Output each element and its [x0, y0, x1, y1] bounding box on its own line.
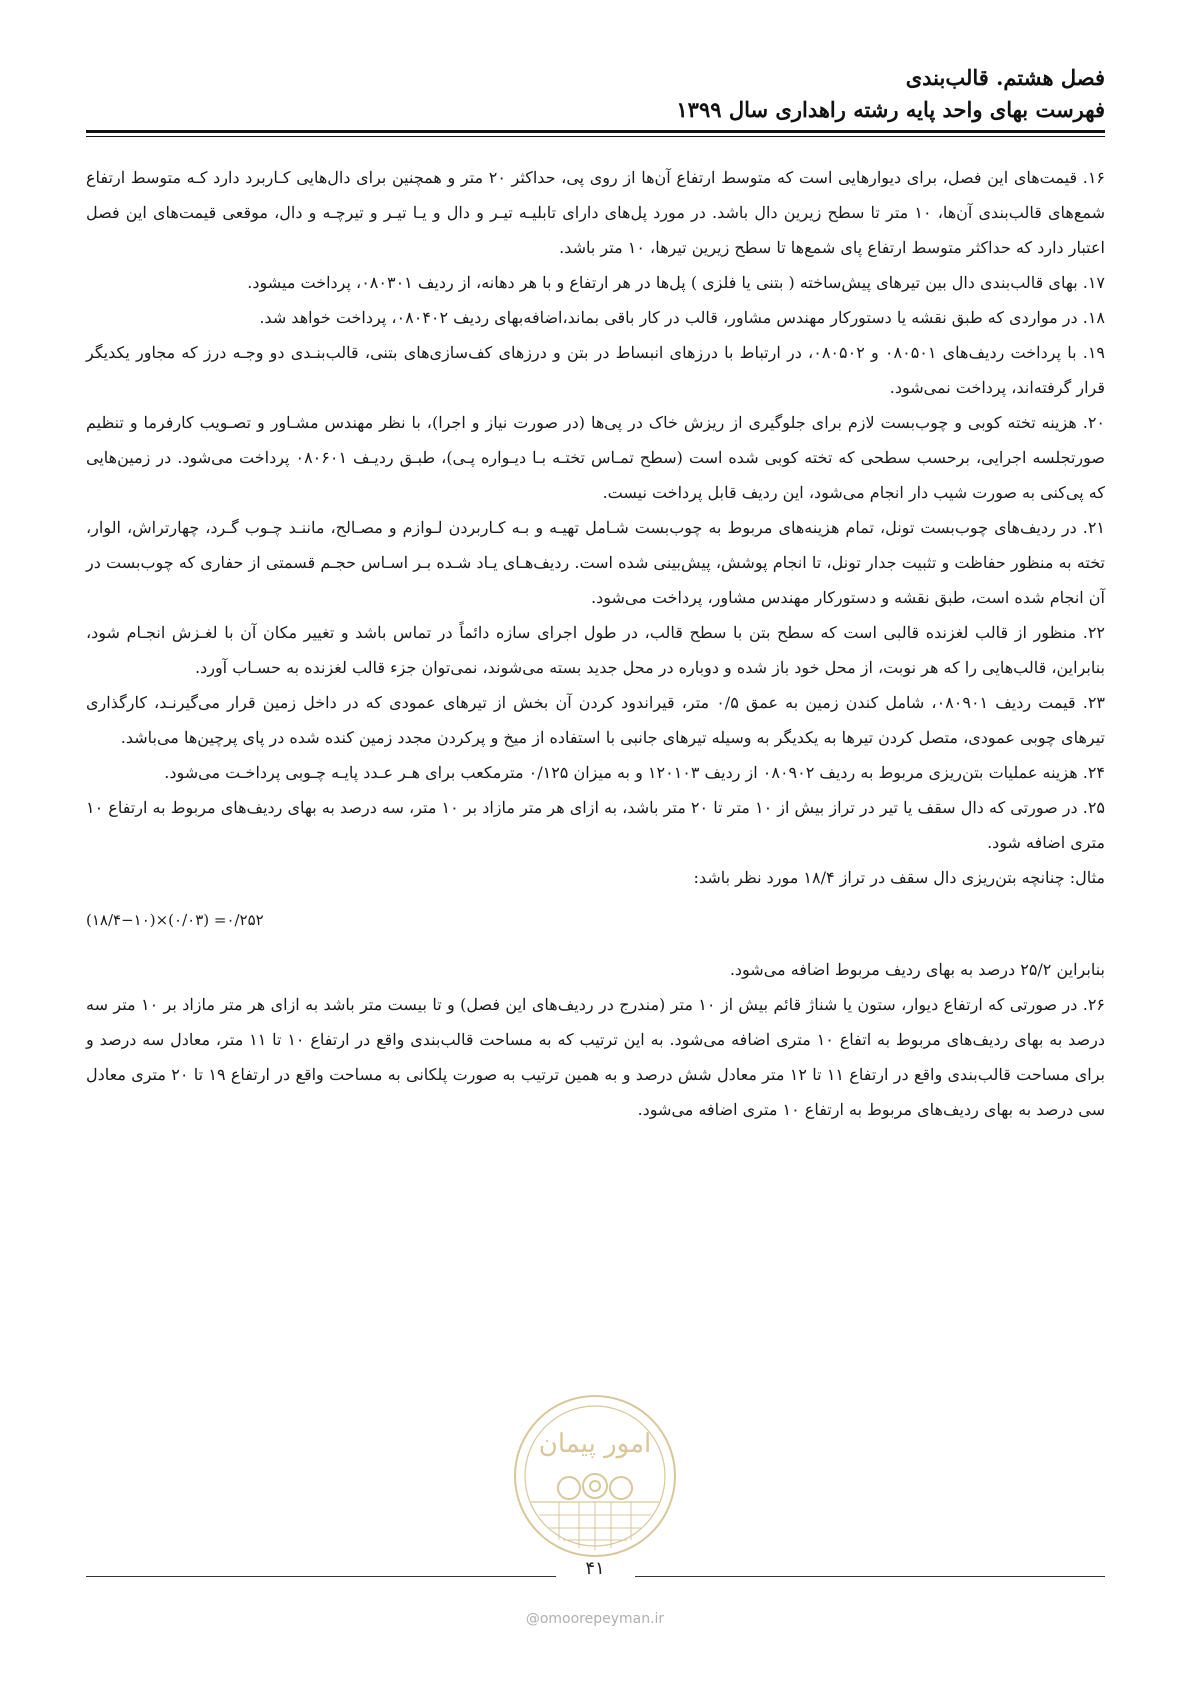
paragraph-21: ۲۱. در ردیف‌های چوب‌بست تونل، تمام هزینه‌های مربوط به چوب‌بست شـامل تهیـه و بـه کـاربردن لـوازم و مصـالح، ماننـد چـوب گـرد، چهارتراش، الوار، تخته به منظور حفاظت و تثبیت جدار تونل، تا انجام پوشش، پیش‌بینی شده است. ردیف‌هـای یـاد شـده بـر اسـاس حجـم قسمتی از حفاری که چوب‌بست در آن انجام شده است، طبق نقشه و دستورکار مهندس مشاور، پرداخت می‌شود.	[86, 518, 1105, 607]
example-intro: مثال: چنانچه بتن‌ریزی دال سقف در تراز ۱۸/۴ مورد نظر باشد:	[693, 868, 1105, 887]
paragraph-22: ۲۲. منظور از قالب لغزنده قالبی است که سطح بتن با سطح قالب، در طول اجرای سازه دائماً در تماس باشد و تغییر مکان آن با لغـزش انجـام شود، بنابراین، قالب‌هایی را که هر نوبت، از محل خود باز شده و دوباره در محل جدید بسته می‌شوند، نمی‌توان جزء قالب لغزنده به حسـاب آورد.	[86, 623, 1105, 677]
paragraph-19: ۱۹. با پرداخت ردیف‌های ۰۸۰۵۰۱ و ۰۸۰۵۰۲، در ارتباط با درزهای انبساط در بتن و درزهای کف‌سازی‌های بتنی، قالب‌بنـدی دو وجـه درز که مجاور یکدیگر قرار گرفته‌اند، پرداخت نمی‌شود.	[86, 343, 1106, 397]
page-header	[86, 62, 1105, 126]
paragraph-16: ۱۶. قیمت‌های این فصل، برای دیوارهایی است که متوسط ارتفاع آن‌ها از روی پی، حداکثر ۲۰ متر و همچنین برای دال‌هایی کـاربرد دارد کـه متوسط ارتفاع شمع‌های قالب‌بندی آن‌ها، ۱۰ متر تا سطح زیرین دال باشد. در مورد پل‌های دارای تابلیـه تیـر و دال و یـا تیـر و تیرچـه و دال، موقعی قیمت‌های این فصل اعتبار دارد که حداکثر متوسط ارتفاع پای شمع‌ها تا سطح زیرین تیرها، ۱۰ متر باشد.	[86, 168, 1105, 257]
watermark-seal-logo	[509, 1390, 681, 1562]
paragraph-24: ۲۴. هزینه عملیات بتن‌ریزی مربوط به ردیف ۰۸۰۹۰۲ از ردیف ۱۲۰۱۰۳ و به میزان ۰/۱۲۵ مترمکعب برای هـر عـدد پایـه چـوبی پرداخـت می‌شود.	[164, 763, 1105, 782]
paragraph-20: ۲۰. هزینه تخته کوبی و چوب‌بست لازم برای جلوگیری از ریزش خاک در پی‌ها (در صورت نیاز و اجرا)، با نظر مهندس مشـاور و تصـویب کارفرما و تنظیم صورتجلسه اجرایی، برحسب سطحی که تخته کوبی شده است (سطح تمـاس تختـه بـا دیـواره پـی)، طبـق ردیـف ۰۸۰۶۰۱ پرداخت می‌شود. در زمین‌هایی که پی‌کنی به صورت شیب دار انجام می‌شود، این ردیف قابل پرداخت نیست.	[86, 413, 1106, 502]
watermark-url: @omoorepeyman.ir	[525, 1611, 665, 1627]
paragraph-17: ۱۷. بهای قالب‌بندی دال بین تیرهای پیش‌ساخته ( بتنی یا فلزی ) پل‌ها در هر ارتفاع و با هر دهانه، از ردیف ۰۸۰۳۰۱، پرداخت میشود.	[247, 273, 1105, 292]
footer-rule-right	[635, 1576, 1105, 1577]
paragraph-18: ۱۸. در مواردی که طبق نقشه یا دستورکار مهندس مشاور، قالب در کار باقی بماند،اضافه‌بهای ردیف ۰۸۰۴۰۲، پرداخت خواهد شد.	[259, 308, 1105, 327]
seal-lettering: امور پیمان	[538, 1429, 652, 1459]
header-rule-thin	[86, 136, 1105, 137]
paragraph-25: ۲۵. در صورتی که دال سقف یا تیر در تراز بیش از ۱۰ متر تا ۲۰ متر باشد، به ازای هر متر مازاد بر ۱۰ متر، سه درصد به بهای ردیف‌های مربوط به ارتفاع ۱۰ متری اضافه شود.	[86, 798, 1106, 852]
paragraph-23: ۲۳. قیمت ردیف ۰۸۰۹۰۱، شامل کندن زمین به عمق ۰/۵ متر، قیراندود کردن آن بخش از تیرهای عمودی که در داخل زمین قرار می‌گیرنـد، کارگذاری تیرهای چوبی عمودی، متصل کردن تیرها به یکدیگر به وسیله تیرهای جانبی با استفاده از میخ و پرکردن مجدد زمین کنده شده در پای پرچین‌ها می‌باشد.	[86, 693, 1105, 747]
page-number: ۴۱	[585, 1558, 605, 1579]
paragraph-26: ۲۶. در صورتی که ارتفاع دیوار، ستون یا شناژ قائم بیش از ۱۰ متر (مندرج در ردیف‌های این فصل) و تا بیست متر باشد به ازای هر متر مازاد بر ۱۰ متر سه درصد به بهای ردیف‌های مربوط به اتفاع ۱۰ متری اضافه می‌شود. به این ترتیب که به مساحت قالب‌بندی واقع در ارتفاع ۱۰ تا ۱۱ متر، معادل سه درصد و برای مساحت قالب‌بندی واقع در ارتفاع ۱۱ تا ۱۲ متر معادل شش درصد و به همین ترتیب به صورت پلکانی به مساحت واقع در ارتفاع ۱۹ تا ۲۰ متری معادل سی درصد به بهای ردیف‌های مربوط به ارتفاع ۱۰ متری اضافه می‌شود.	[86, 995, 1106, 1119]
example-formula: (۱۸/۴−۱۰)×(۰/۰۳) =۰/۲۵۲	[86, 911, 264, 929]
document-subtitle: فهرست بهای واحد پایه رشته راهداری سال ۱۳۹۹	[676, 97, 1105, 122]
chapter-title: فصل هشتم. قالب‌بندی	[905, 65, 1105, 90]
footer-rule-left	[86, 1576, 556, 1577]
body-text	[86, 160, 1105, 1127]
header-rule-thick	[86, 130, 1105, 133]
example-result: بنابراین ۲۵/۲ درصد به بهای ردیف مربوط اضافه می‌شود.	[729, 960, 1105, 979]
